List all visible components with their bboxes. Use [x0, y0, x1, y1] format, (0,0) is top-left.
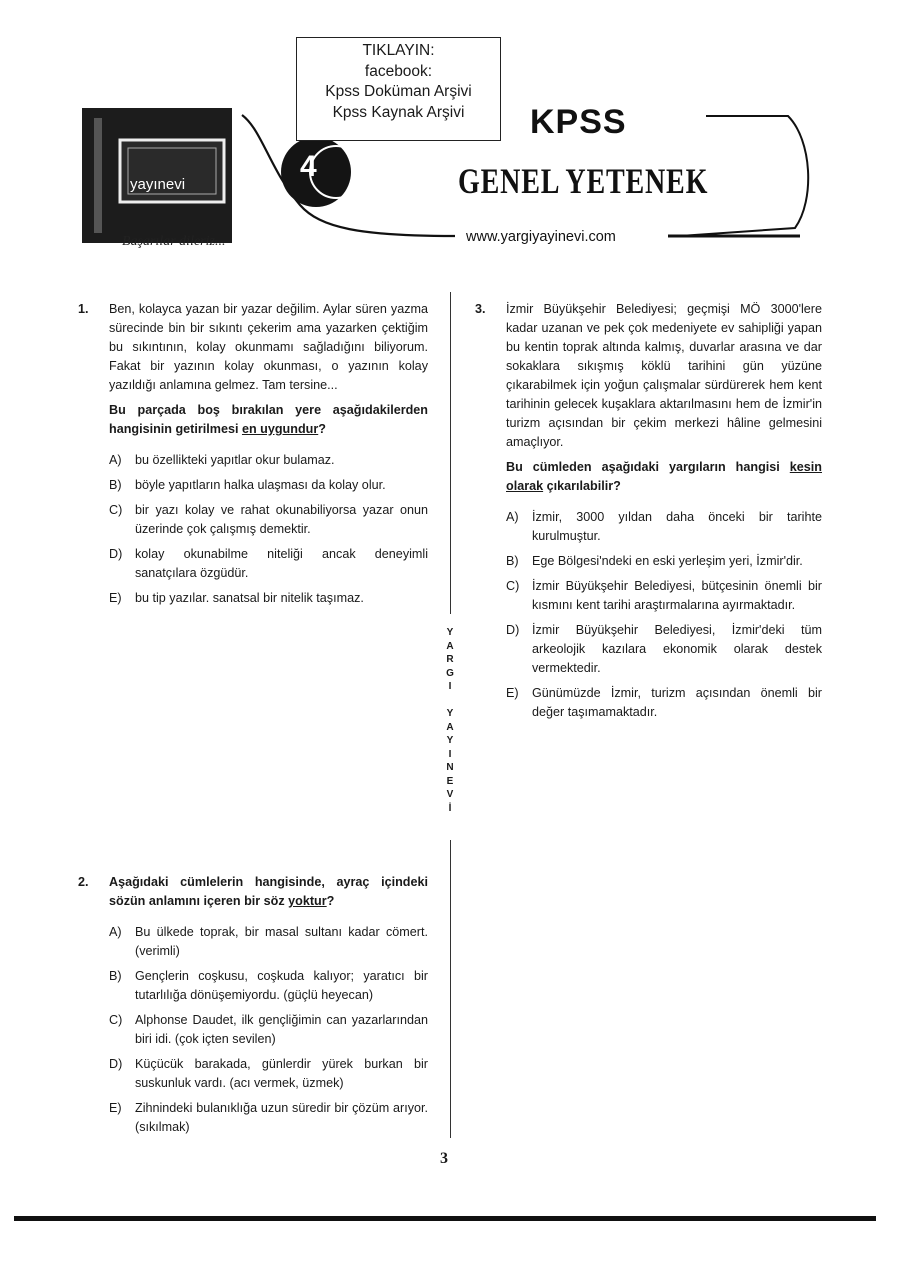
column-divider	[450, 840, 451, 1138]
question-stem: Aşağıdaki cümlelerin hangisinde, ayraç içindeki sözün anlamını içeren bir söz yoktur?	[109, 875, 428, 908]
question-stem: Bu cümleden aşağıdaki yargıların hangisi kesin olarak çıkarılabilir?	[506, 460, 822, 493]
question-passage: Ben, kolayca yazan bir yazar değilim. Aylar süren yazma sürecinde bin bir sıkıntı çekerim ama yazarken çektiğim bu sıkıntının, kolay okunmamı sağladığını biliyorum. Fakat bir yazının kolay okunması, o yazının kolay yazıldığı anlamına gelmez. Tam tersine...	[109, 302, 428, 392]
question-1	[78, 300, 428, 614]
option-c[interactable]: C) İzmir Büyükşehir Belediyesi, bütçesinin önemli bir kısmını kent tarihi araştırmalarına ayırmaktadır.	[506, 579, 822, 612]
option-a[interactable]: A) İzmir, 3000 yıldan daha önceki bir tarihte kurulmuştur.	[506, 510, 822, 543]
question-stem: Bu parçada boş bırakılan yere aşağıdakilerden hangisinin getirilmesi en uygundur?	[109, 403, 428, 436]
option-b[interactable]: B) Ege Bölgesi'ndeki en eski yerleşim yeri, İzmir'dir.	[506, 554, 803, 568]
option-d[interactable]: D) kolay okunabilme niteliği ancak deneyimli sanatçılara özgüdür.	[109, 547, 428, 580]
footer-rule	[14, 1216, 876, 1221]
promo-box[interactable]	[296, 37, 501, 141]
option-e[interactable]: E) bu tip yazılar. sanatsal bir nitelik taşımaz.	[109, 591, 364, 605]
subject-title: GENEL YETENEK	[458, 161, 709, 201]
slogan: Başarılar dileriz...	[122, 234, 226, 249]
promo-line: facebook:	[364, 62, 433, 80]
question-3	[475, 300, 822, 728]
question-number: 2.	[78, 875, 89, 889]
option-d[interactable]: D) Küçücük barakada, günlerdir yürek burkan bir suskunluk vardı. (acı vermek, üzmek)	[109, 1057, 428, 1090]
option-b[interactable]: B) böyle yapıtların halka ulaşması da kolay olur.	[109, 478, 386, 492]
option-c[interactable]: C) Alphonse Daudet, ilk gençliğimin can yazarlarından biri idi. (çok içten sevilen)	[109, 1013, 428, 1046]
option-a[interactable]: A) Bu ülkede toprak, bir masal sultanı kadar cömert. (verimli)	[109, 925, 428, 958]
question-number: 3.	[475, 302, 486, 316]
side-publisher-text: Y A R G I Y A Y I N E V İ	[446, 627, 454, 814]
page-number: 3	[440, 1150, 448, 1167]
promo-line: TIKLAYIN:	[362, 42, 435, 59]
option-a[interactable]: A) bu özellikteki yapıtlar okur bulamaz.	[109, 453, 335, 467]
question-passage: İzmir Büyükşehir Belediyesi; geçmişi MÖ 3000'lere kadar uzanan ve pek çok medeniyete ev sahipliği yapan bu kentin toprak altında kalmış, duvarlar arasına ve dar sokaklara sıkışmış köklü tarihini gün yüzüne çıkarabilmek için yoğun çalışmalar sürdürerek hem kent tarihinin gelecek kuşaklara aktarılmasını hem de İzmir'in turizm açısından bir çekim merkezi hâline gelmesini amaçlıyor.	[506, 302, 822, 449]
book-number: 4	[300, 150, 317, 183]
option-c[interactable]: C) bir yazı kolay ve rahat okunabiliyorsa yazar onun üzerinde çok çalışmış demektir.	[109, 503, 428, 536]
option-d[interactable]: D) İzmir Büyükşehir Belediyesi, İzmir'deki tüm arkeolojik kazılara ekonomik olarak destek vermektedir.	[506, 623, 822, 675]
promo-line: Kpss Doküman Arşivi	[325, 83, 472, 100]
question-number: 1.	[78, 302, 89, 316]
exam-title: KPSS	[530, 103, 627, 141]
question-2	[78, 873, 428, 1143]
column-divider	[450, 292, 451, 614]
option-b[interactable]: B) Gençlerin coşkusu, coşkuda kalıyor; yaratıcı bir tutarlılığa dönüşemiyordu. (güçlü heyecan)	[109, 969, 428, 1002]
promo-line: Kpss Kaynak Arşivi	[332, 103, 465, 121]
website-link[interactable]: www.yargiyayinevi.com	[466, 229, 616, 245]
option-e[interactable]: E) Günümüzde İzmir, turizm açısından önemli bir değer taşımamaktadır.	[506, 686, 822, 719]
option-e[interactable]: E) Zihnindeki bulanıklığa uzun süredir bir çözüm arıyor. (sıkılmak)	[109, 1101, 428, 1134]
publisher-label: yayınevi	[130, 176, 186, 193]
